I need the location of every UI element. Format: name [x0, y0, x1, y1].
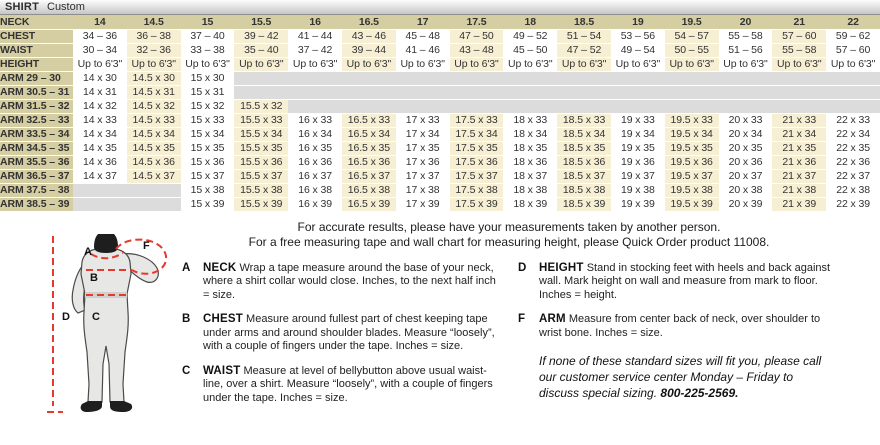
- size-cell: [396, 71, 450, 85]
- size-cell: [396, 85, 450, 99]
- size-cell: 45 – 50: [503, 43, 557, 57]
- figure-label-c: C: [92, 310, 100, 323]
- size-cell: [503, 99, 557, 113]
- size-cell: 19.5 x 35: [665, 141, 719, 155]
- size-cell: 16.5 x 33: [342, 113, 396, 127]
- size-cell: 19 x 34: [611, 127, 665, 141]
- chart-subtitle: Custom: [47, 1, 85, 13]
- table-row: [0, 71, 880, 85]
- size-cell: 59 – 62: [826, 29, 880, 43]
- size-cell: 22 x 33: [826, 113, 880, 127]
- size-cell: Up to 6'3": [181, 57, 235, 71]
- size-cell: 51 – 56: [719, 43, 773, 57]
- size-cell: 30 – 34: [73, 43, 127, 57]
- size-cell: 15 x 36: [181, 155, 235, 169]
- size-cell: 53 – 56: [611, 29, 665, 43]
- size-cell: [719, 99, 773, 113]
- neck-size-header-cell: 16: [288, 15, 342, 29]
- size-cell: 14 x 32: [73, 99, 127, 113]
- table-row: [0, 43, 880, 57]
- size-cell: [826, 99, 880, 113]
- size-cell: [611, 71, 665, 85]
- size-cell: 37 – 42: [288, 43, 342, 57]
- size-cell: 19 x 37: [611, 169, 665, 183]
- size-cell: 19 x 39: [611, 197, 665, 211]
- size-cell: Up to 6'3": [342, 57, 396, 71]
- row-label-cell: HEIGHT: [0, 57, 73, 71]
- size-cell: 18 x 38: [503, 183, 557, 197]
- size-cell: 21 x 35: [772, 141, 826, 155]
- row-label-cell: ARM 38.5 – 39: [0, 197, 73, 211]
- size-cell: 15 x 34: [181, 127, 235, 141]
- size-cell: 16 x 39: [288, 197, 342, 211]
- size-cell: Up to 6'3": [127, 57, 181, 71]
- size-cell: [503, 85, 557, 99]
- instructions-left-column: [182, 262, 500, 417]
- size-cell: 16.5 x 38: [342, 183, 396, 197]
- table-row: [0, 29, 880, 43]
- size-cell: [772, 99, 826, 113]
- size-cell: 19.5 x 39: [665, 197, 719, 211]
- size-cell: 14.5 x 37: [127, 169, 181, 183]
- size-cell: 16.5 x 34: [342, 127, 396, 141]
- chart-title: SHIRT: [5, 1, 39, 13]
- size-cell: 20 x 39: [719, 197, 773, 211]
- size-cell: 34 – 36: [73, 29, 127, 43]
- size-cell: 20 x 37: [719, 169, 773, 183]
- size-cell: 17 x 37: [396, 169, 450, 183]
- size-cell: [557, 71, 611, 85]
- size-cell: 19.5 x 37: [665, 169, 719, 183]
- neck-size-header-cell: 18.5: [557, 15, 611, 29]
- size-cell: 14 x 33: [73, 113, 127, 127]
- size-cell: [234, 71, 288, 85]
- table-row: [0, 113, 880, 127]
- size-cell: [288, 99, 342, 113]
- size-cell: 39 – 42: [234, 29, 288, 43]
- size-cell: [665, 85, 719, 99]
- size-cell: Up to 6'3": [557, 57, 611, 71]
- size-cell: 18.5 x 38: [557, 183, 611, 197]
- figure-label-b: B: [90, 271, 98, 284]
- row-label-cell: WAIST: [0, 43, 73, 57]
- figure-column: [0, 212, 178, 432]
- neck-size-header-cell: 15.5: [234, 15, 288, 29]
- size-cell: 55 – 58: [772, 43, 826, 57]
- size-cell: 36 – 38: [127, 29, 181, 43]
- size-cell: Up to 6'3": [450, 57, 504, 71]
- size-cell: 17.5 x 39: [450, 197, 504, 211]
- size-cell: 20 x 33: [719, 113, 773, 127]
- size-cell: [234, 85, 288, 99]
- size-cell: 19.5 x 38: [665, 183, 719, 197]
- size-cell: [342, 99, 396, 113]
- size-cell: 14 x 37: [73, 169, 127, 183]
- size-cell: [73, 197, 127, 211]
- row-label-cell: ARM 29 – 30: [0, 71, 73, 85]
- instruction-text: Measure from center back of neck, over shoulder to wrist bone. Inches = size.: [539, 313, 821, 339]
- instruction-text: Wrap a tape measure around the base of your neck, where a shirt collar would close. Inches, to the next half inch = size.: [203, 261, 496, 301]
- size-cell: 33 – 38: [181, 43, 235, 57]
- neck-size-header-cell: 19.5: [665, 15, 719, 29]
- size-cell: 14.5 x 36: [127, 155, 181, 169]
- table-row: [0, 57, 880, 71]
- size-cell: Up to 6'3": [234, 57, 288, 71]
- size-cell: 20 x 35: [719, 141, 773, 155]
- figure-shoe-right: [110, 401, 132, 412]
- size-cell: 57 – 60: [826, 43, 880, 57]
- instruction-item-neck: [182, 262, 500, 303]
- size-cell: 15.5 x 37: [234, 169, 288, 183]
- neck-size-header-cell: 19: [611, 15, 665, 29]
- instruction-item-chest: [182, 313, 500, 354]
- instruction-item-waist: [182, 365, 500, 406]
- size-cell: 22 x 34: [826, 127, 880, 141]
- size-cell: 14.5 x 30: [127, 71, 181, 85]
- measuring-instructions-section: [0, 212, 880, 432]
- size-cell: 54 – 57: [665, 29, 719, 43]
- size-cell: [127, 183, 181, 197]
- size-cell: 55 – 58: [719, 29, 773, 43]
- size-cell: 16 x 34: [288, 127, 342, 141]
- size-cell: [450, 99, 504, 113]
- size-cell: 21 x 39: [772, 197, 826, 211]
- instructions-right-column: [518, 262, 836, 417]
- neck-size-header-cell: 16.5: [342, 15, 396, 29]
- table-row: [0, 197, 880, 211]
- instruction-term: ARM: [539, 313, 566, 325]
- size-cell: 19.5 x 33: [665, 113, 719, 127]
- size-cell: 20 x 38: [719, 183, 773, 197]
- intro-line-2: For a free measuring tape and wall chart for measuring height, please Quick Order product 11008.: [248, 234, 770, 249]
- size-cell: [719, 71, 773, 85]
- size-cell: 14.5 x 34: [127, 127, 181, 141]
- row-label-cell: CHEST: [0, 29, 73, 43]
- instruction-key: A: [182, 261, 191, 274]
- size-cell: 14.5 x 33: [127, 113, 181, 127]
- size-cell: 57 – 60: [772, 29, 826, 43]
- instruction-key: D: [518, 261, 527, 274]
- figure-torso: [81, 249, 131, 402]
- size-cell: 15.5 x 39: [234, 197, 288, 211]
- size-cell: 17.5 x 35: [450, 141, 504, 155]
- figure-label-a: A: [84, 245, 92, 258]
- size-cell: 43 – 46: [342, 29, 396, 43]
- row-label-cell: ARM 31.5 – 32: [0, 99, 73, 113]
- row-label-cell: ARM 34.5 – 35: [0, 141, 73, 155]
- size-cell: Up to 6'3": [503, 57, 557, 71]
- size-cell: 16.5 x 35: [342, 141, 396, 155]
- size-cell: 15 x 32: [181, 99, 235, 113]
- neck-size-header-cell: 17: [396, 15, 450, 29]
- instruction-key: F: [518, 313, 526, 325]
- size-cell: 35 – 40: [234, 43, 288, 57]
- size-cell: 22 x 36: [826, 155, 880, 169]
- measurement-figure: [44, 234, 176, 426]
- instructions-column: [178, 212, 880, 432]
- size-cell: 32 – 36: [127, 43, 181, 57]
- size-cell: 17 x 33: [396, 113, 450, 127]
- table-row: [0, 127, 880, 141]
- size-cell: [719, 85, 773, 99]
- size-cell: Up to 6'3": [396, 57, 450, 71]
- size-cell: 50 – 55: [665, 43, 719, 57]
- neck-header-row: [0, 15, 880, 29]
- size-cell: [557, 85, 611, 99]
- intro-text: [182, 220, 836, 250]
- size-cell: 16 x 35: [288, 141, 342, 155]
- size-cell: 19 x 38: [611, 183, 665, 197]
- size-cell: 41 – 46: [396, 43, 450, 57]
- size-cell: 17.5 x 38: [450, 183, 504, 197]
- size-cell: 20 x 34: [719, 127, 773, 141]
- size-cell: 16 x 38: [288, 183, 342, 197]
- row-label-cell: NECK: [0, 15, 73, 29]
- size-cell: 18 x 33: [503, 113, 557, 127]
- size-cell: Up to 6'3": [772, 57, 826, 71]
- size-cell: 49 – 52: [503, 29, 557, 43]
- figure-shoe-left: [81, 401, 102, 412]
- size-cell: [396, 99, 450, 113]
- size-cell: 15.5 x 33: [234, 113, 288, 127]
- neck-size-header-cell: 18: [503, 15, 557, 29]
- size-cell: 15 x 39: [181, 197, 235, 211]
- size-cell: 19.5 x 34: [665, 127, 719, 141]
- size-cell: 51 – 54: [557, 29, 611, 43]
- size-cell: 22 x 35: [826, 141, 880, 155]
- neck-size-header-cell: 14.5: [127, 15, 181, 29]
- size-cell: [503, 71, 557, 85]
- size-cell: 17 x 38: [396, 183, 450, 197]
- size-cell: 21 x 34: [772, 127, 826, 141]
- size-chart-table: [0, 15, 880, 212]
- size-cell: [127, 197, 181, 211]
- instruction-item-height: [518, 262, 836, 303]
- figure-label-f: F: [143, 239, 150, 252]
- size-cell: 17 x 35: [396, 141, 450, 155]
- size-cell: 18.5 x 39: [557, 197, 611, 211]
- size-cell: 37 – 40: [181, 29, 235, 43]
- size-cell: 17 x 34: [396, 127, 450, 141]
- size-cell: 15 x 31: [181, 85, 235, 99]
- size-cell: 15.5 x 34: [234, 127, 288, 141]
- size-cell: 19 x 33: [611, 113, 665, 127]
- size-cell: Up to 6'3": [826, 57, 880, 71]
- size-cell: [450, 85, 504, 99]
- size-cell: 47 – 52: [557, 43, 611, 57]
- size-cell: 15.5 x 38: [234, 183, 288, 197]
- size-cell: 14.5 x 35: [127, 141, 181, 155]
- size-cell: 15 x 35: [181, 141, 235, 155]
- figure-head: [94, 234, 118, 253]
- chart-title-bar: [0, 0, 880, 15]
- size-cell: 14 x 36: [73, 155, 127, 169]
- size-cell: 18 x 36: [503, 155, 557, 169]
- neck-size-header-cell: 22: [826, 15, 880, 29]
- instruction-term: WAIST: [203, 364, 241, 377]
- size-cell: 16.5 x 37: [342, 169, 396, 183]
- size-cell: Up to 6'3": [73, 57, 127, 71]
- row-label-cell: ARM 36.5 – 37: [0, 169, 73, 183]
- size-cell: 21 x 37: [772, 169, 826, 183]
- size-cell: 16.5 x 36: [342, 155, 396, 169]
- neck-size-header-cell: 20: [719, 15, 773, 29]
- size-cell: 17 x 36: [396, 155, 450, 169]
- size-cell: [288, 85, 342, 99]
- size-cell: 14 x 35: [73, 141, 127, 155]
- size-cell: 21 x 38: [772, 183, 826, 197]
- size-cell: 45 – 48: [396, 29, 450, 43]
- figure-label-d: D: [62, 310, 70, 323]
- instruction-term: NECK: [203, 261, 237, 274]
- size-cell: 14 x 31: [73, 85, 127, 99]
- table-row: [0, 155, 880, 169]
- instruction-text: Stand in stocking feet with heels and back against wall. Mark height on wall and measure from mark to floor. Inches = height.: [539, 261, 831, 301]
- size-cell: [342, 71, 396, 85]
- size-cell: [772, 71, 826, 85]
- size-cell: 18.5 x 34: [557, 127, 611, 141]
- phone-number: 800-225-2569.: [660, 386, 739, 400]
- size-cell: [450, 71, 504, 85]
- size-cell: 15 x 30: [181, 71, 235, 85]
- size-cell: 15.5 x 35: [234, 141, 288, 155]
- size-cell: 21 x 33: [772, 113, 826, 127]
- size-cell: 19 x 35: [611, 141, 665, 155]
- size-cell: [665, 71, 719, 85]
- size-cell: 17.5 x 37: [450, 169, 504, 183]
- size-cell: [611, 85, 665, 99]
- size-cell: 15.5 x 32: [234, 99, 288, 113]
- size-cell: 16 x 33: [288, 113, 342, 127]
- size-cell: 19 x 36: [611, 155, 665, 169]
- size-cell: 22 x 38: [826, 183, 880, 197]
- size-cell: [665, 99, 719, 113]
- size-cell: 14.5 x 32: [127, 99, 181, 113]
- size-cell: [73, 183, 127, 197]
- size-cell: [557, 99, 611, 113]
- size-cell: 18 x 39: [503, 197, 557, 211]
- row-label-cell: ARM 35.5 – 36: [0, 155, 73, 169]
- size-cell: 22 x 39: [826, 197, 880, 211]
- neck-size-header-cell: 21: [772, 15, 826, 29]
- size-cell: 18.5 x 33: [557, 113, 611, 127]
- size-cell: [826, 85, 880, 99]
- instruction-key: C: [182, 364, 191, 377]
- size-cell: Up to 6'3": [665, 57, 719, 71]
- special-sizing-note: [518, 353, 836, 401]
- intro-line-1: For accurate results, please have your measurements taken by another person.: [297, 219, 721, 234]
- size-cell: 41 – 44: [288, 29, 342, 43]
- size-cell: [772, 85, 826, 99]
- size-cell: 39 – 44: [342, 43, 396, 57]
- size-cell: Up to 6'3": [611, 57, 665, 71]
- size-cell: 47 – 50: [450, 29, 504, 43]
- instruction-text: Measure at level of bellybutton above usual waist-line, over a shirt. Measure “loosely”, with a couple of fingers under the tape. Inches = size.: [203, 364, 493, 404]
- size-cell: 15 x 37: [181, 169, 235, 183]
- size-cell: 15 x 33: [181, 113, 235, 127]
- size-cell: 16.5 x 39: [342, 197, 396, 211]
- size-cell: 17 x 39: [396, 197, 450, 211]
- table-row: [0, 183, 880, 197]
- size-cell: 17.5 x 36: [450, 155, 504, 169]
- row-label-cell: ARM 32.5 – 33: [0, 113, 73, 127]
- table-row: [0, 99, 880, 113]
- instruction-key: B: [182, 313, 191, 325]
- size-cell: 18 x 37: [503, 169, 557, 183]
- size-cell: 16 x 37: [288, 169, 342, 183]
- instruction-text: Measure around fullest part of chest keeping tape under arms and around shoulder blades. Measure “loosely”, with a couple of fingers under the tape. Inches = size.: [203, 313, 495, 352]
- table-row: [0, 169, 880, 183]
- note-text: If none of these standard sizes will fit you, please call our customer service center Monday – Friday to discuss special sizing.: [539, 354, 822, 400]
- size-cell: 18.5 x 36: [557, 155, 611, 169]
- size-cell: 18 x 34: [503, 127, 557, 141]
- size-cell: 22 x 37: [826, 169, 880, 183]
- size-cell: 18.5 x 35: [557, 141, 611, 155]
- size-cell: 16 x 36: [288, 155, 342, 169]
- size-cell: 20 x 36: [719, 155, 773, 169]
- size-cell: 14 x 34: [73, 127, 127, 141]
- neck-size-header-cell: 14: [73, 15, 127, 29]
- size-cell: 15 x 38: [181, 183, 235, 197]
- table-row: [0, 141, 880, 155]
- size-cell: 49 – 54: [611, 43, 665, 57]
- row-label-cell: ARM 37.5 – 38: [0, 183, 73, 197]
- size-cell: 43 – 48: [450, 43, 504, 57]
- size-cell: 15.5 x 36: [234, 155, 288, 169]
- size-cell: Up to 6'3": [719, 57, 773, 71]
- size-cell: 18 x 35: [503, 141, 557, 155]
- size-cell: Up to 6'3": [288, 57, 342, 71]
- size-cell: [288, 71, 342, 85]
- size-cell: 21 x 36: [772, 155, 826, 169]
- instruction-item-arm: [518, 313, 836, 340]
- size-cell: [342, 85, 396, 99]
- table-row: [0, 85, 880, 99]
- size-cell: [611, 99, 665, 113]
- size-cell: 19.5 x 36: [665, 155, 719, 169]
- size-cell: [826, 71, 880, 85]
- size-cell: 14.5 x 31: [127, 85, 181, 99]
- size-cell: 14 x 30: [73, 71, 127, 85]
- neck-size-header-cell: 15: [181, 15, 235, 29]
- row-label-cell: ARM 30.5 – 31: [0, 85, 73, 99]
- size-cell: 18.5 x 37: [557, 169, 611, 183]
- neck-size-header-cell: 17.5: [450, 15, 504, 29]
- instruction-term: HEIGHT: [539, 261, 584, 274]
- size-cell: 17.5 x 34: [450, 127, 504, 141]
- size-cell: 17.5 x 33: [450, 113, 504, 127]
- row-label-cell: ARM 33.5 – 34: [0, 127, 73, 141]
- instruction-term: CHEST: [203, 313, 243, 325]
